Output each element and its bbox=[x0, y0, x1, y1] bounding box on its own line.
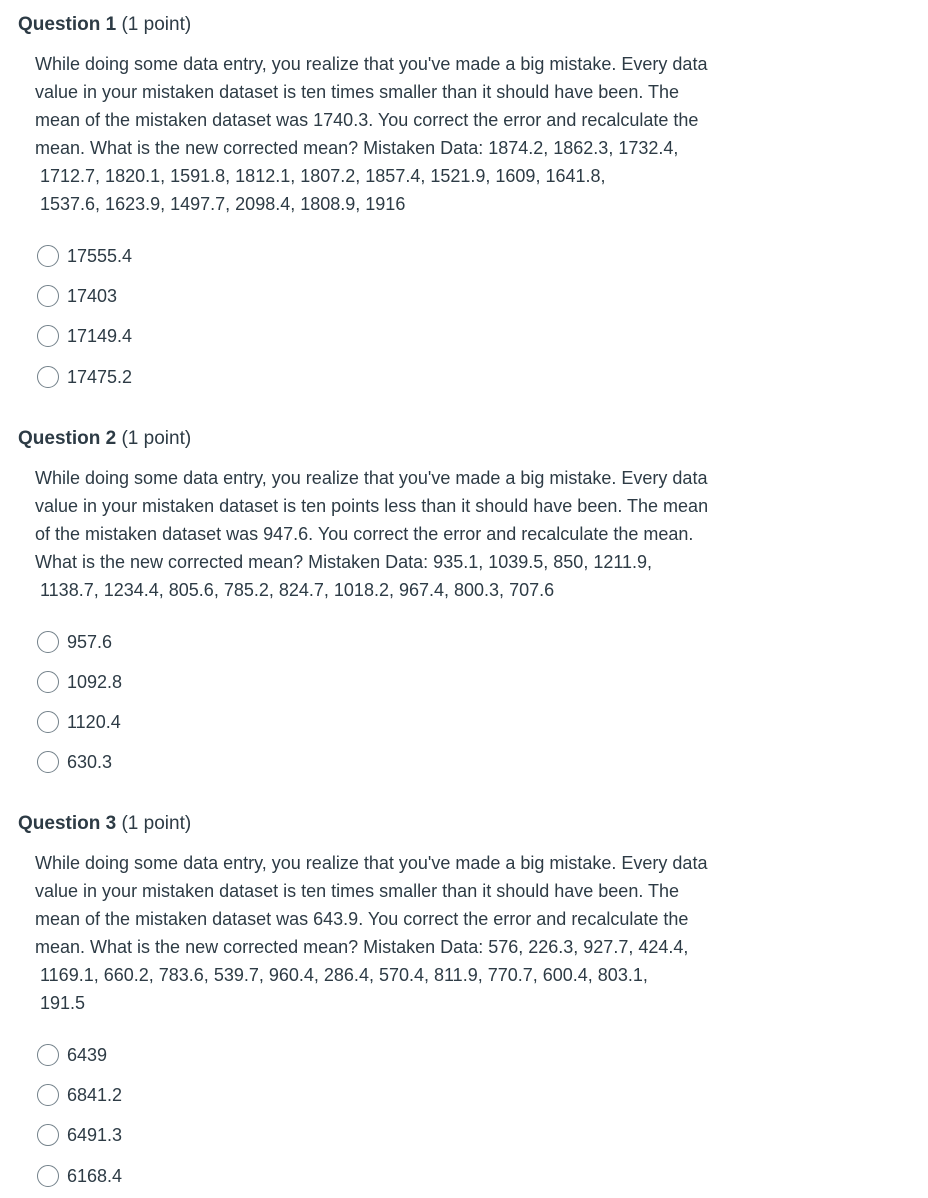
radio-button[interactable] bbox=[37, 631, 59, 653]
question-text-line: What is the new corrected mean? Mistaken Data: 935.1, 1039.5, 850, 1211.9, bbox=[35, 552, 653, 572]
question-text-line: While doing some data entry, you realize that you've made a big mistake. Every data bbox=[35, 468, 708, 488]
data-values-line: 1169.1, 660.2, 783.6, 539.7, 960.4, 286.4, 570.4, 811.9, 770.7, 600.4, 803.1, bbox=[40, 965, 648, 985]
question-text-line: of the mistaken dataset was 947.6. You correct the error and recalculate the mean. bbox=[35, 524, 694, 544]
radio-button[interactable] bbox=[37, 671, 59, 693]
radio-button[interactable] bbox=[37, 245, 59, 267]
radio-button[interactable] bbox=[37, 1044, 59, 1066]
answer-option-3[interactable] bbox=[37, 1121, 122, 1149]
question-text-line: value in your mistaken dataset is ten points less than it should have been. The mean bbox=[35, 496, 709, 516]
answer-label: 630.3 bbox=[67, 752, 113, 772]
question-header bbox=[18, 12, 191, 38]
question-number: Question 2 bbox=[18, 428, 117, 449]
answer-option-3[interactable] bbox=[37, 708, 121, 736]
question-text-line: mean of the mistaken dataset was 643.9. You correct the error and recalculate the bbox=[35, 909, 689, 929]
question-text bbox=[35, 464, 755, 604]
answer-label: 1120.4 bbox=[67, 712, 121, 732]
answer-option-1[interactable] bbox=[37, 1041, 107, 1069]
question-header bbox=[18, 811, 191, 837]
question-text bbox=[35, 849, 755, 1017]
answer-option-2[interactable] bbox=[37, 1081, 122, 1109]
radio-button[interactable] bbox=[37, 711, 59, 733]
question-text-line: value in your mistaken dataset is ten times smaller than it should have been. The bbox=[35, 881, 680, 901]
answer-label: 957.6 bbox=[67, 632, 113, 652]
radio-button[interactable] bbox=[37, 325, 59, 347]
question-text-line: While doing some data entry, you realize that you've made a big mistake. Every data bbox=[35, 54, 708, 74]
answer-label: 6841.2 bbox=[67, 1085, 123, 1105]
question-text-line: mean. What is the new corrected mean? Mistaken Data: 1874.2, 1862.3, 1732.4, bbox=[35, 138, 679, 158]
radio-button[interactable] bbox=[37, 751, 59, 773]
answer-label: 1092.8 bbox=[67, 672, 123, 692]
question-text-line: mean. What is the new corrected mean? Mistaken Data: 576, 226.3, 927.7, 424.4, bbox=[35, 937, 689, 957]
data-values-line: 1537.6, 1623.9, 1497.7, 2098.4, 1808.9, 1916 bbox=[40, 194, 406, 214]
question-text bbox=[35, 50, 755, 218]
radio-button[interactable] bbox=[37, 1084, 59, 1106]
data-values-line: 191.5 bbox=[40, 993, 86, 1013]
answer-label: 17149.4 bbox=[67, 326, 133, 346]
answer-option-1[interactable] bbox=[37, 242, 132, 270]
answer-label: 17403 bbox=[67, 286, 118, 306]
answer-option-3[interactable] bbox=[37, 322, 132, 350]
question-text-line: While doing some data entry, you realize that you've made a big mistake. Every data bbox=[35, 853, 708, 873]
question-number: Question 3 bbox=[18, 813, 117, 834]
radio-button[interactable] bbox=[37, 366, 59, 388]
answer-label: 6439 bbox=[67, 1045, 108, 1065]
radio-button[interactable] bbox=[37, 1124, 59, 1146]
answer-label: 17475.2 bbox=[67, 367, 133, 387]
question-text-line: value in your mistaken dataset is ten times smaller than it should have been. The bbox=[35, 82, 680, 102]
answer-label: 17555.4 bbox=[67, 246, 133, 266]
data-values-line: 1138.7, 1234.4, 805.6, 785.2, 824.7, 1018.2, 967.4, 800.3, 707.6 bbox=[40, 580, 555, 600]
answer-option-4[interactable] bbox=[37, 363, 132, 391]
answer-option-2[interactable] bbox=[37, 668, 122, 696]
answer-option-4[interactable] bbox=[37, 1162, 122, 1190]
question-points: (1 point) bbox=[121, 813, 192, 834]
question-points: (1 point) bbox=[121, 14, 192, 35]
answer-label: 6168.4 bbox=[67, 1166, 123, 1186]
answer-option-4[interactable] bbox=[37, 748, 112, 776]
question-points: (1 point) bbox=[121, 428, 192, 449]
answer-option-1[interactable] bbox=[37, 628, 112, 656]
question-number: Question 1 bbox=[18, 14, 117, 35]
question-header bbox=[18, 426, 191, 452]
question-text-line: mean of the mistaken dataset was 1740.3. You correct the error and recalculate the bbox=[35, 110, 699, 130]
answer-label: 6491.3 bbox=[67, 1125, 123, 1145]
radio-button[interactable] bbox=[37, 1165, 59, 1187]
data-values-line: 1712.7, 1820.1, 1591.8, 1812.1, 1807.2, 1857.4, 1521.9, 1609, 1641.8, bbox=[40, 166, 606, 186]
answer-option-2[interactable] bbox=[37, 282, 117, 310]
radio-button[interactable] bbox=[37, 285, 59, 307]
